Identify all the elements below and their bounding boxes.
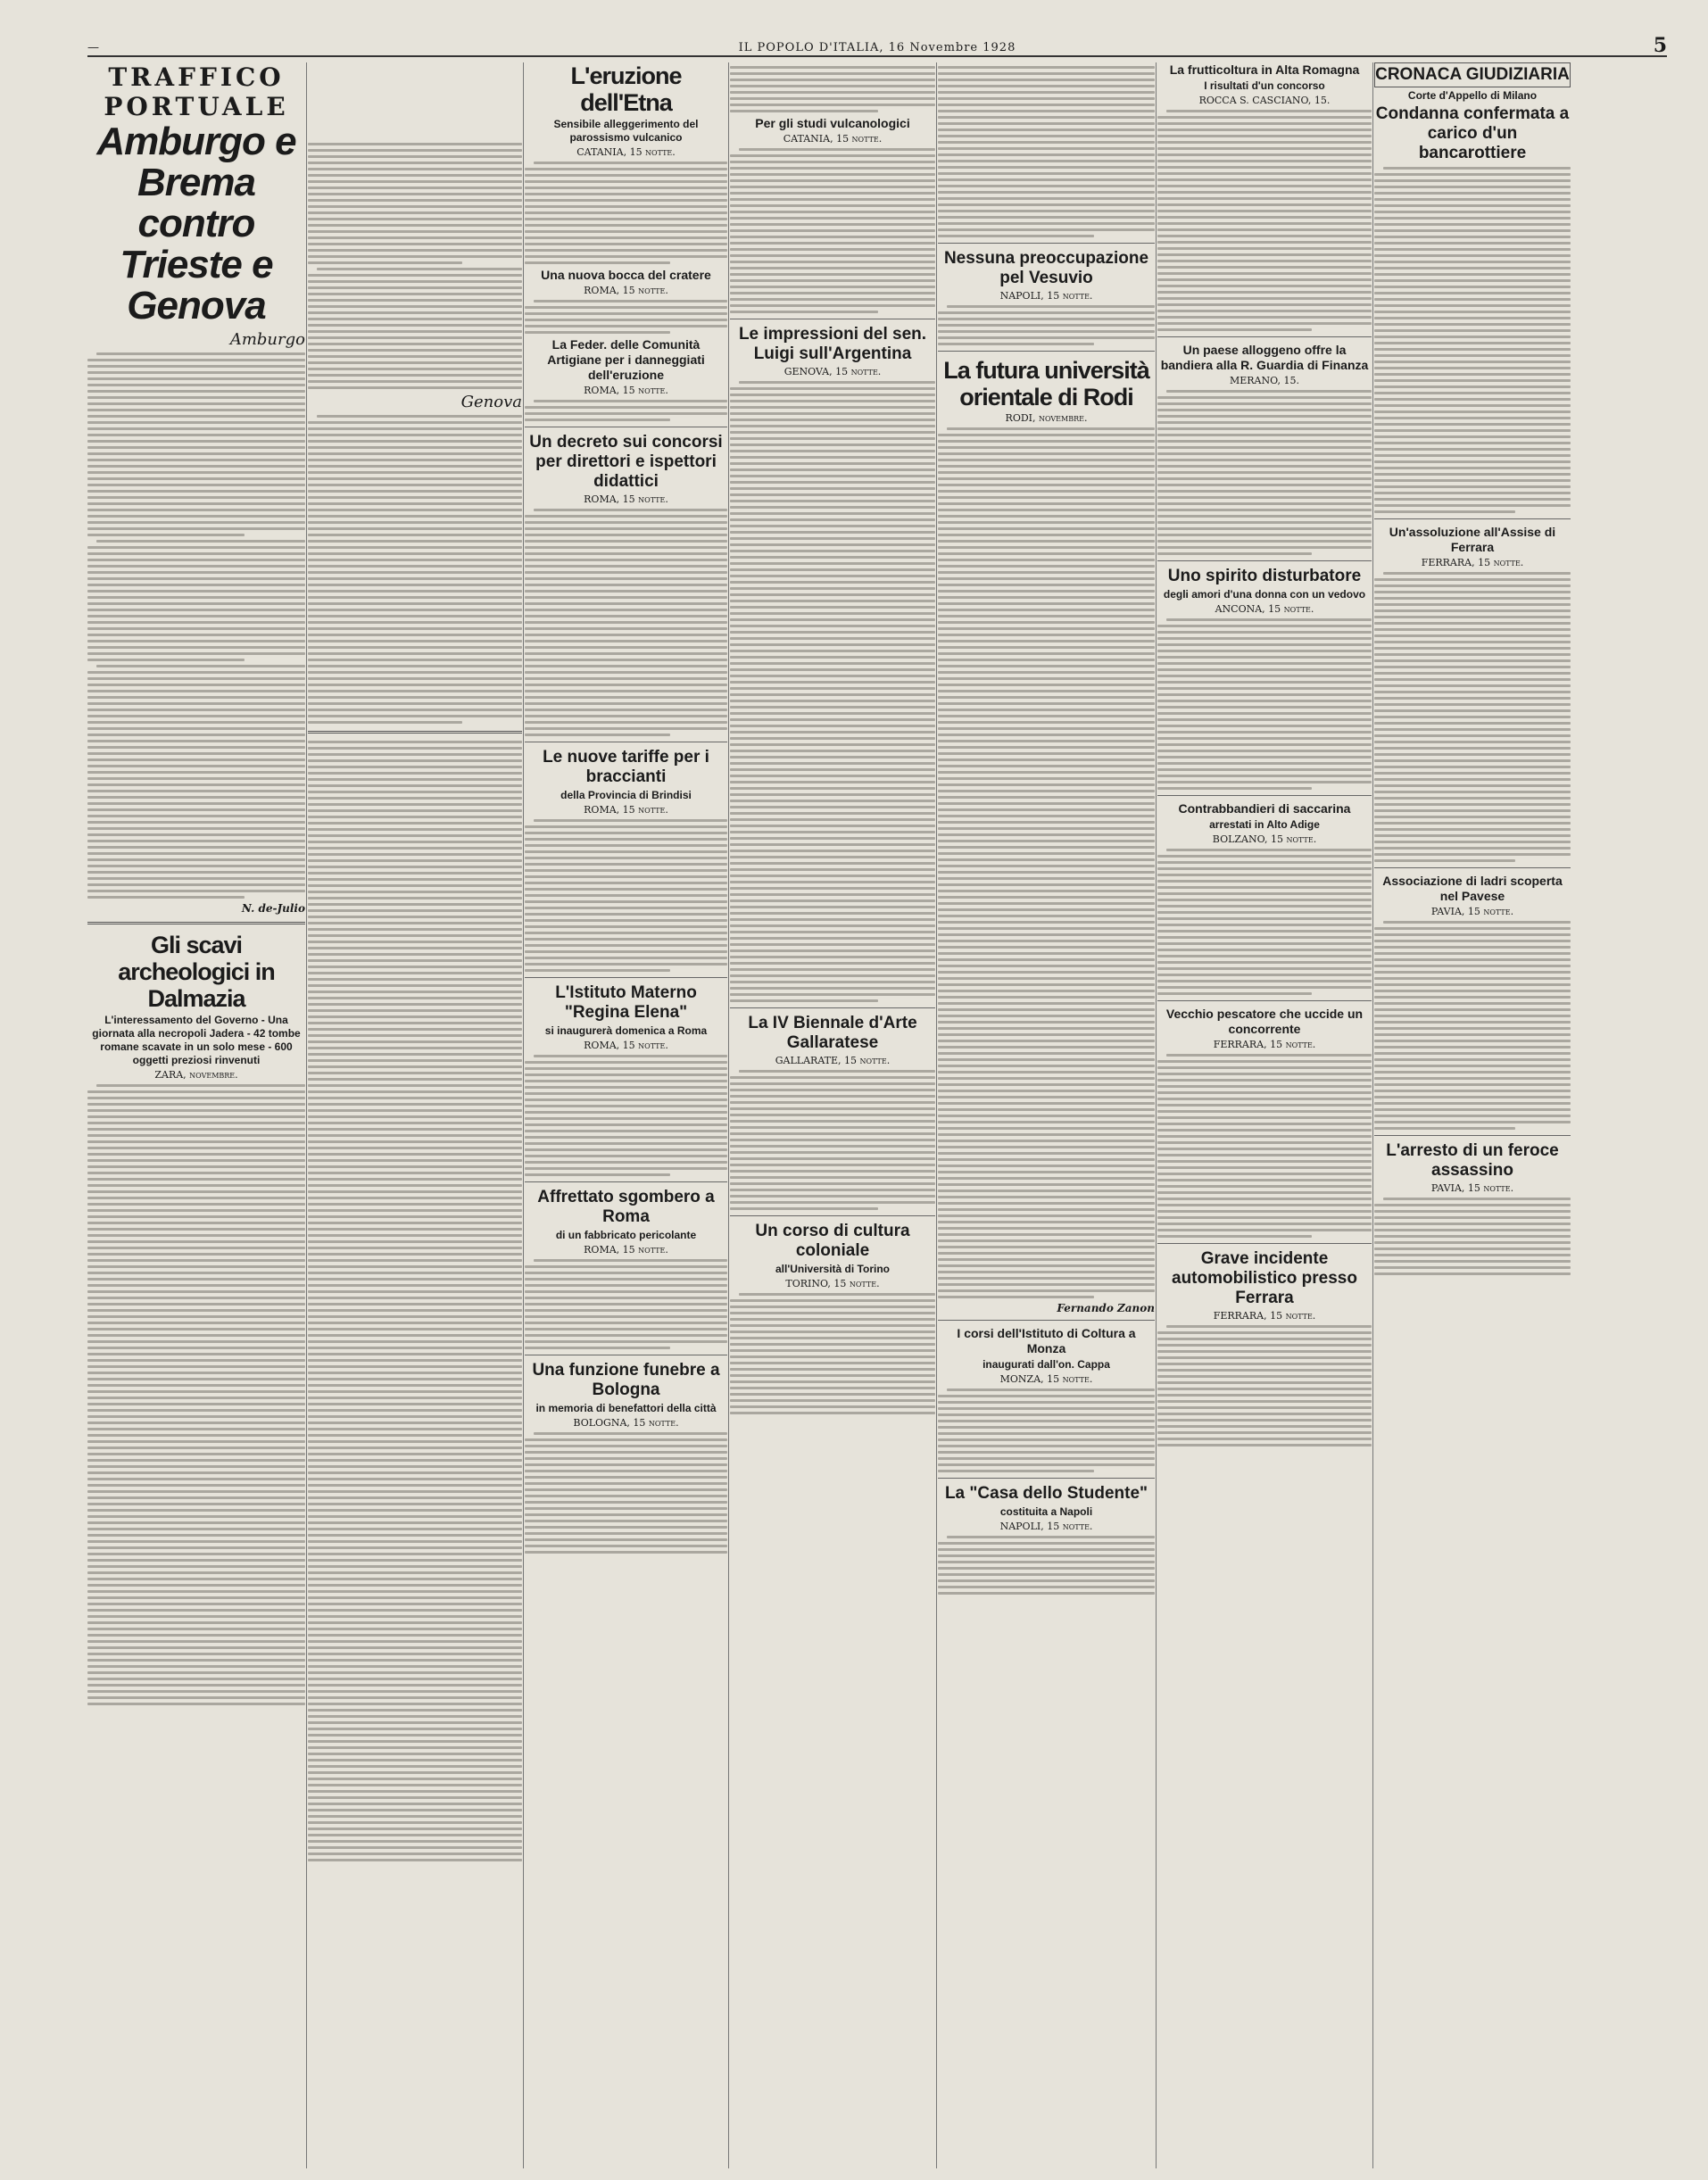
- column-1: [87, 62, 305, 2168]
- subheadline-spirito-disturbatore: degli amori d'una donna con un vedovo: [1163, 588, 1366, 601]
- dateline: ROMA, 15 notte.: [584, 493, 668, 505]
- headline-casa-studente: La "Casa dello Studente": [944, 1484, 1148, 1503]
- article-text: [1157, 849, 1372, 995]
- dateline: ROMA, 15 notte.: [584, 385, 668, 396]
- subheadline-dalmazia: L'interessamento del Governo - Una giornata alla necropoli Jadera - 42 tombe romane scavate in un solo mese - 600 oggetti preziosi rinvenuti: [92, 1014, 301, 1066]
- dateline: RODI, novembre.: [1005, 412, 1088, 424]
- dateline: ROMA, 15 notte.: [584, 1244, 668, 1256]
- subheadline-etna: Sensibile alleggerimento del parossismo vulcanico: [553, 118, 699, 144]
- column-4: [730, 62, 935, 2168]
- headline-incidente: Grave incidente automobilistico presso Ferrara: [1172, 1249, 1357, 1307]
- subsection-title: Genova: [460, 393, 522, 411]
- article-text: [525, 400, 727, 421]
- article-text: [308, 741, 522, 1861]
- article-text: [938, 66, 1155, 237]
- dateline: ROMA, 15 notte.: [584, 804, 668, 816]
- headline-frutticoltura: La frutticoltura in Alta Romagna: [1169, 62, 1360, 77]
- headline-regina-elena: L'Istituto Materno "Regina Elena": [555, 983, 697, 1022]
- headline-bologna: Una funzione funebre a Bologna: [532, 1361, 720, 1399]
- dateline: PAVIA, 15 notte.: [1430, 1182, 1514, 1194]
- column-5: [938, 62, 1155, 2168]
- subsection-title: Una nuova bocca del cratere: [541, 268, 711, 282]
- dateline: BOLOGNA, 15 notte.: [573, 1417, 679, 1429]
- dateline: PAVIA, 15 notte.: [1430, 906, 1514, 917]
- section-title-cronaca: CRONACA GIUDIZIARIA: [1374, 62, 1571, 87]
- dateline: ROMA, 15 notte.: [584, 285, 668, 296]
- column-rule: [936, 62, 937, 2168]
- article-text: [1374, 572, 1571, 862]
- subsection-title: Corte d'Appello di Milano: [1407, 89, 1538, 102]
- subheadline-casa-studente: costituita a Napoli: [999, 1505, 1093, 1518]
- dateline: BOLZANO, 15 notte.: [1212, 833, 1317, 845]
- article-text: [1157, 1054, 1372, 1238]
- dateline: NAPOLI, 15 notte.: [999, 1521, 1093, 1532]
- column-rule: [1372, 62, 1373, 2168]
- dateline: MERANO, 15.: [1229, 375, 1299, 386]
- column-7: [1374, 62, 1571, 2168]
- dateline: CATANIA, 15 notte.: [783, 133, 883, 145]
- article-text: [525, 1055, 727, 1176]
- dateline: CATANIA, 15 notte.: [576, 146, 676, 158]
- subheadline-bologna: in memoria di benefattori della città: [535, 1402, 717, 1414]
- headline-assassino: L'arresto di un feroce assassino: [1386, 1141, 1559, 1180]
- headline-spirito-disturbatore: Uno spirito disturbatore: [1167, 567, 1362, 585]
- newspaper-title: IL POPOLO D'ITALIA, 16 Novembre 1928: [738, 41, 1016, 54]
- subsection-title: Per gli studi vulcanologici: [755, 116, 910, 130]
- dateline: FERRARA, 15 notte.: [1213, 1310, 1316, 1322]
- article-text: [1374, 167, 1571, 513]
- headline-monza: I corsi dell'Istituto di Coltura a Monza: [957, 1326, 1136, 1355]
- headline-ladri-pavese: Associazione di ladri scoperta nel Pavese: [1382, 874, 1563, 903]
- article-text: [730, 381, 935, 1002]
- article-text: [1157, 618, 1372, 790]
- dateline: ROMA, 15 notte.: [584, 1040, 668, 1051]
- headline-coloniale: Un corso di cultura coloniale: [755, 1222, 910, 1260]
- headline-saccarina: Contrabbandieri di saccarina: [1178, 801, 1351, 816]
- headline-assise-ferrara: Un'assoluzione all'Assise di Ferrara: [1389, 525, 1556, 554]
- article-text: [87, 352, 305, 899]
- article-signature: N. de-Julio: [241, 902, 305, 915]
- main-headline: Amburgo e Brema contro Trieste e Genova: [96, 120, 296, 327]
- subheadline-monza: inaugurati dall'on. Cappa: [983, 1358, 1110, 1371]
- subsection-title: La Feder. delle Comunità Artigiane per i danneggiati dell'eruzione: [547, 337, 705, 382]
- article-text: [525, 162, 727, 264]
- subheadline-braccianti: della Provincia di Brindisi: [560, 789, 692, 801]
- subsection-title: Amburgo: [229, 330, 305, 349]
- article-text: [525, 1432, 727, 1554]
- article-text: [730, 1293, 935, 1414]
- article-text: [308, 415, 522, 724]
- dateline: ANCONA, 15 notte.: [1215, 603, 1314, 615]
- article-text: [525, 300, 727, 334]
- dateline: GENOVA, 15 notte.: [784, 366, 882, 377]
- article-text: [525, 509, 727, 736]
- dateline: MONZA, 15 notte.: [999, 1373, 1093, 1385]
- headline-vesuvio: Nessuna preoccupazione pel Vesuvio: [943, 249, 1149, 287]
- article-text: [938, 1536, 1155, 1595]
- headline-braccianti: Le nuove tariffe per i braccianti: [543, 748, 709, 786]
- dateline: NAPOLI, 15 notte.: [999, 290, 1093, 302]
- article-text: [730, 66, 935, 112]
- headline-condanna: Condanna confermata a carico d'un bancarottiere: [1375, 104, 1570, 162]
- dateline: TORINO, 15 notte.: [785, 1278, 880, 1289]
- article-text: [1374, 921, 1571, 1130]
- headline-etna: L'eruzione dell'Etna: [570, 62, 682, 116]
- dateline: ROCCA S. CASCIANO, 15.: [1198, 95, 1331, 106]
- headline-rodi: La futura università orientale di Rodi: [943, 357, 1149, 410]
- article-text: [308, 143, 522, 389]
- subheadline-coloniale: all'Università di Torino: [775, 1263, 890, 1275]
- masthead-left-edge: —: [87, 41, 99, 54]
- headline-bandiera: Un paese alloggeno offre la bandiera alla R. Guardia di Finanza: [1160, 343, 1369, 372]
- article-text: [1157, 110, 1372, 331]
- dateline: ZARA, novembre.: [154, 1069, 238, 1081]
- column-2: [308, 62, 522, 2168]
- column-3: [525, 62, 727, 2168]
- dateline: GALLARATE, 15 notte.: [775, 1055, 891, 1066]
- subheadline-sgombero: di un fabbricato pericolante: [555, 1229, 697, 1241]
- headline-pescatore: Vecchio pescatore che uccide un concorrente: [1165, 1007, 1364, 1036]
- headline-biennale: La IV Biennale d'Arte Gallaratese: [748, 1014, 917, 1052]
- article-text: [525, 1259, 727, 1349]
- headline-dalmazia: Gli scavi archeologici in Dalmazia: [118, 932, 275, 1012]
- dateline: FERRARA, 15 notte.: [1421, 557, 1524, 568]
- article-text: [730, 1070, 935, 1210]
- article-text: [1157, 1325, 1372, 1446]
- column-6: [1157, 62, 1372, 2168]
- article-signature: Fernando Zanon: [1057, 1302, 1155, 1314]
- section-kicker: TRAFFICO PORTUALE: [104, 62, 289, 121]
- column-rule: [1156, 62, 1157, 2168]
- article-text: [525, 819, 727, 972]
- dateline: FERRARA, 15 notte.: [1213, 1039, 1316, 1050]
- article-text: [87, 1084, 305, 1705]
- subheadline-frutticoltura: I risultati d'un concorso: [1204, 79, 1325, 92]
- article-text: [938, 305, 1155, 345]
- column-rule: [523, 62, 524, 2168]
- article-text: [1157, 390, 1372, 555]
- article-text: [938, 1388, 1155, 1472]
- headline-luigi-argentina: Le impressioni del sen. Luigi sull'Argentina: [738, 325, 927, 363]
- article-text: [1374, 1198, 1571, 1275]
- masthead: [87, 34, 1667, 57]
- headline-sgombero: Affrettato sgombero a Roma: [537, 1188, 715, 1226]
- column-rule: [306, 62, 307, 2168]
- headline-concorsi: Un decreto sui concorsi per direttori e ispettori didattici: [529, 433, 723, 491]
- article-text: [938, 427, 1155, 1298]
- article-text: [730, 148, 935, 313]
- column-rule: [728, 62, 729, 2168]
- page-number: 5: [1653, 34, 1667, 57]
- subheadline-regina-elena: si inaugurerà domenica a Roma: [544, 1024, 708, 1037]
- subheadline-saccarina: arrestati in Alto Adige: [1209, 818, 1320, 831]
